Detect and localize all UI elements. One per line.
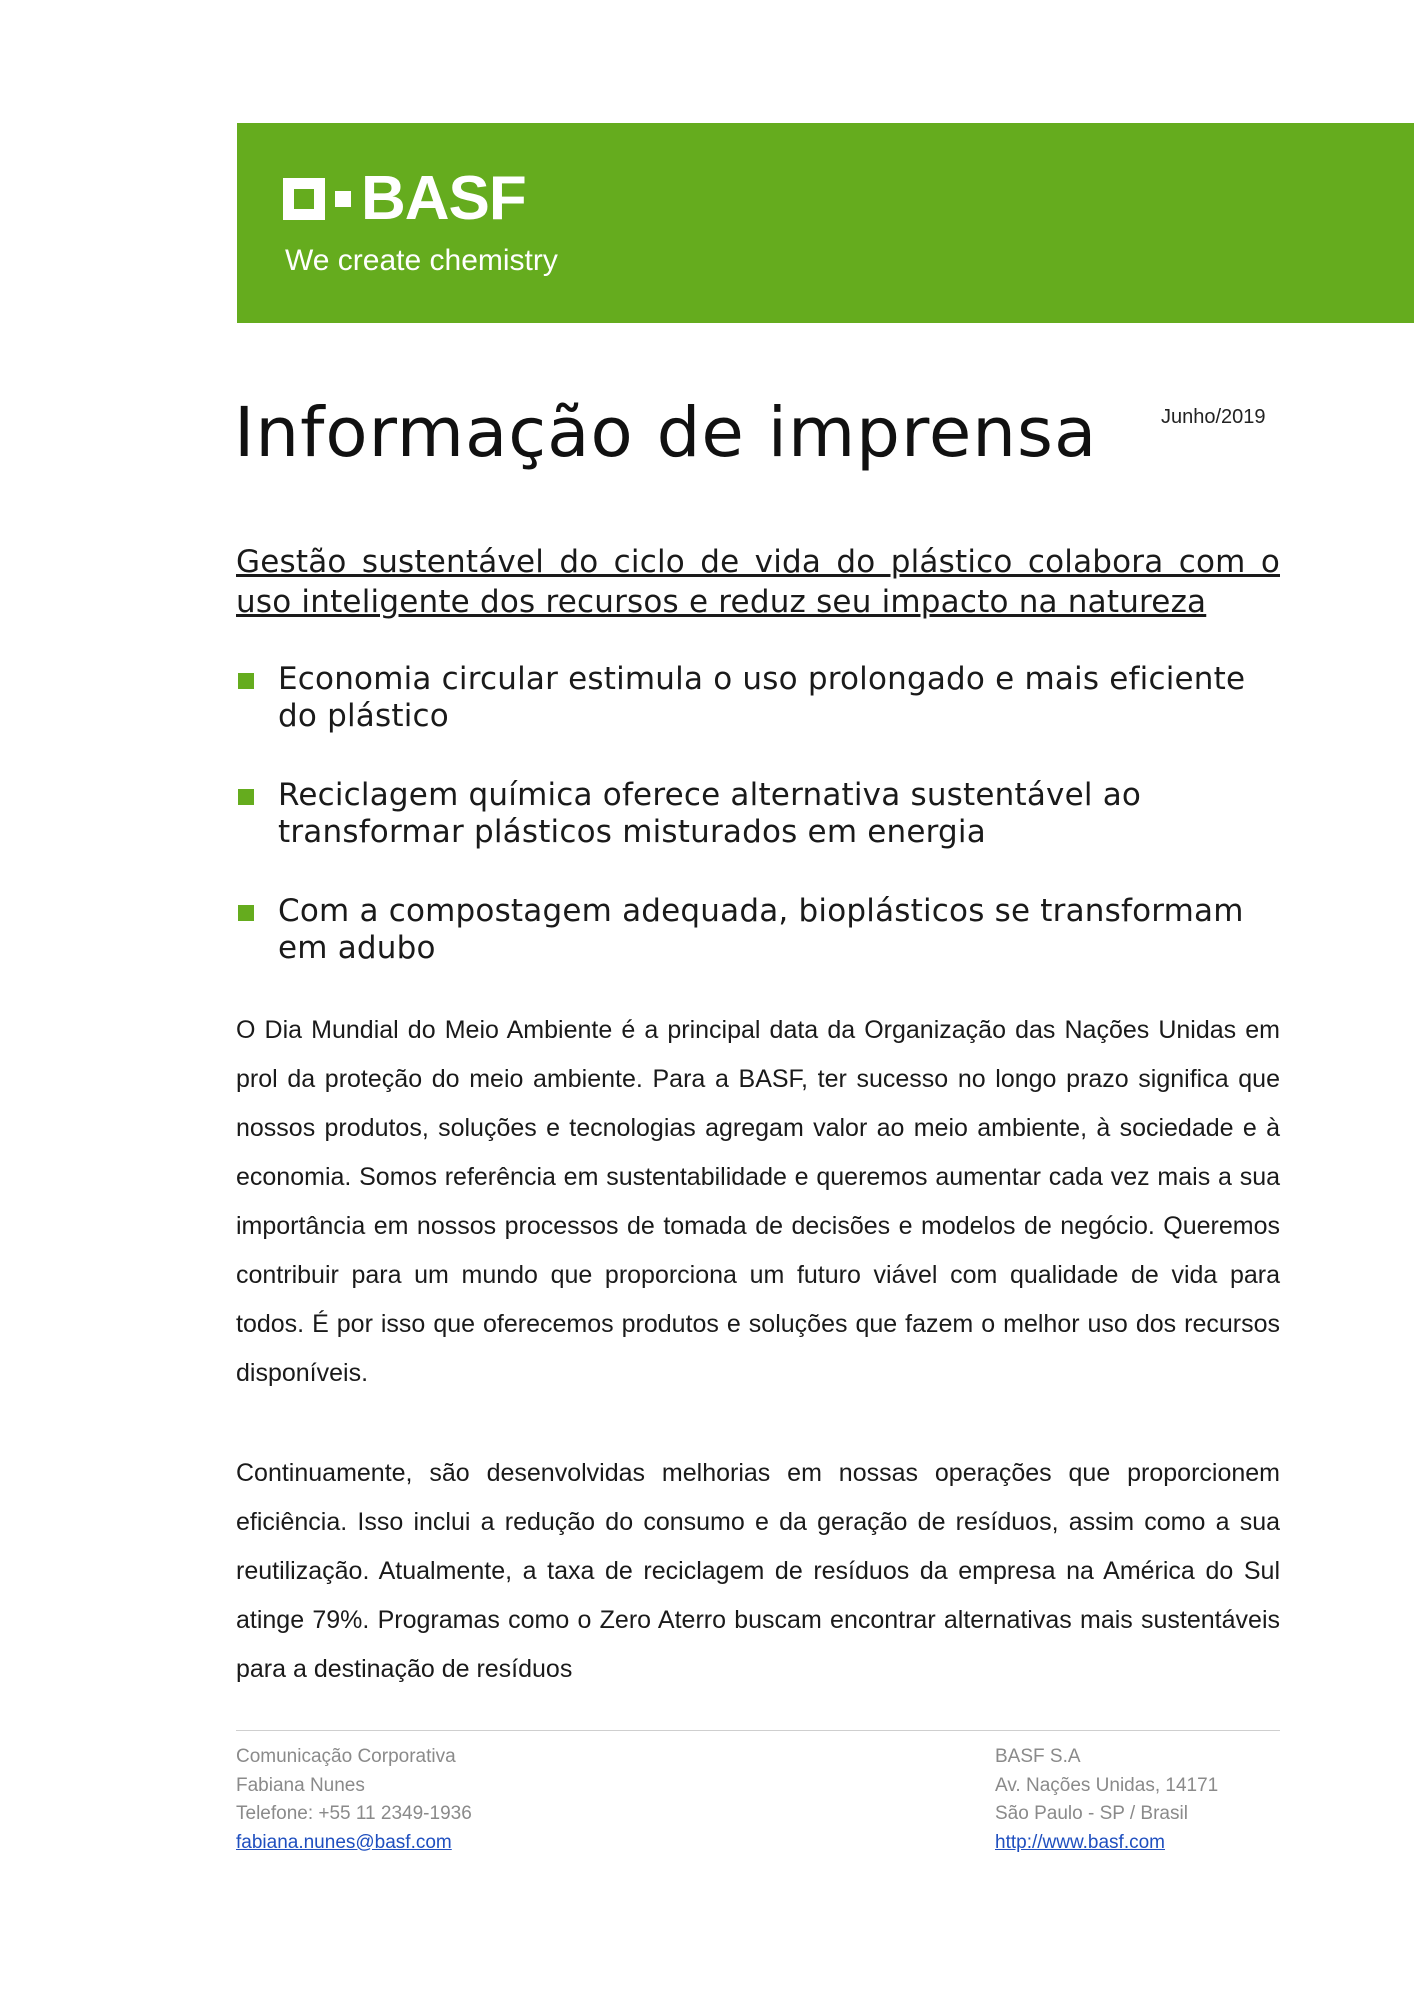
footer-website-link[interactable]: http://www.basf.com <box>995 1831 1166 1853</box>
highlight-item <box>236 777 1280 851</box>
footer-city: São Paulo - SP / Brasil <box>995 1803 1188 1824</box>
highlight-text: Economia circular estimula o uso prolongado e mais eficiente do plástico <box>278 661 1246 734</box>
brand-tagline: We create chemistry <box>285 244 558 277</box>
highlight-item <box>236 893 1280 967</box>
highlight-text: Com a compostagem adequada, bioplásticos se transformam em adubo <box>278 893 1244 966</box>
logo-wordmark: BASF <box>361 164 526 233</box>
footer-company-name: BASF S.A <box>995 1746 1081 1767</box>
highlights-list <box>236 661 1280 1009</box>
footer-address: Av. Nações Unidas, 14171 <box>995 1774 1219 1796</box>
body-paragraph: Continuamente, são desenvolvidas melhorias em nossas operações que proporcionem eficiência. Isso inclui a redução do consumo e da geração de resíduos, assim como a sua reutilização. Atualmente, a taxa de reciclagem de resíduos da empresa na América do Sul atinge 79%. Programas como o Zero Aterro buscam encontrar alternativas mais sustentáveis para a destinação de resíduos <box>236 1459 1280 1683</box>
logo-dot-icon <box>335 191 351 207</box>
highlight-text: Reciclagem química oferece alternativa sustentável ao transformar plásticos misturados em energia <box>278 777 1142 850</box>
footer-department: Comunicação Corporativa <box>236 1746 456 1767</box>
green-square-bullet-icon <box>238 673 254 689</box>
footer-contact <box>236 1743 472 1857</box>
brand-banner <box>237 123 1414 323</box>
basf-logo <box>283 164 526 233</box>
footer-email-link[interactable]: fabiana.nunes@basf.com <box>236 1831 452 1853</box>
footer-company <box>995 1743 1218 1857</box>
highlight-item <box>236 661 1280 735</box>
press-subtitle: Gestão sustentável do ciclo de vida do plástico colabora com o uso inteligente dos recursos e reduz seu impacto na natureza <box>236 544 1280 620</box>
green-square-bullet-icon <box>238 789 254 805</box>
body-paragraph: O Dia Mundial do Meio Ambiente é a principal data da Organização das Nações Unidas em prol da proteção do meio ambiente. Para a BASF, ter sucesso no longo prazo significa que nossos produtos, soluções e tecnologias agregam valor ao meio ambiente, à sociedade e à economia. Somos referência em sustentabilidade e queremos aumentar cada vez mais a sua importância em nossos processos de tomada de decisões e modelos de negócio. Queremos contribuir para um mundo que proporciona um futuro viável com qualidade de vida para todos. É por isso que oferecemos produtos e soluções que fazem o melhor uso dos recursos disponíveis. <box>236 1016 1280 1387</box>
logo-square-icon <box>283 178 325 220</box>
release-date: Junho/2019 <box>1161 406 1266 428</box>
green-square-bullet-icon <box>238 905 254 921</box>
footer-contact-name: Fabiana Nunes <box>236 1774 365 1796</box>
footer-phone: Telefone: +55 11 2349-1936 <box>236 1803 472 1824</box>
footer-divider <box>236 1730 1280 1731</box>
page-title: Informação de imprensa <box>234 393 1098 473</box>
